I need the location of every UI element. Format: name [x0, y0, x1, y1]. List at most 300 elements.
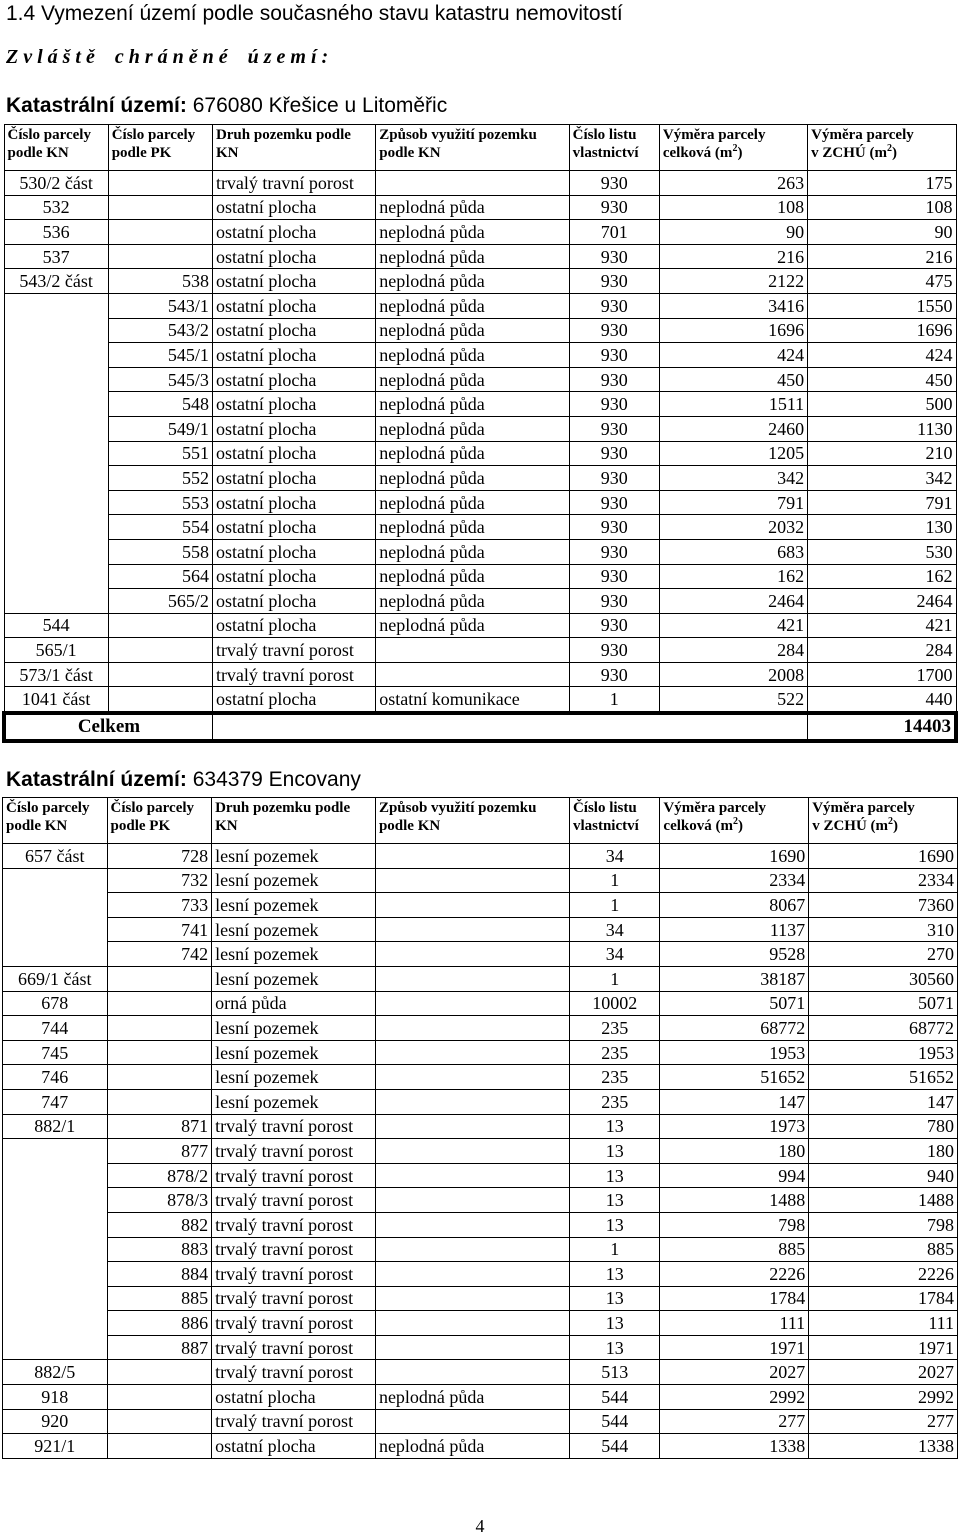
- table-row: [4, 269, 956, 294]
- table-row: [4, 318, 956, 343]
- cell-total-area: 111: [660, 1311, 809, 1336]
- cell-parcel-pk: 564: [108, 564, 212, 589]
- cell-parcel-pk: [108, 687, 212, 713]
- cell-land-type: trvalý travní porost: [212, 1262, 376, 1287]
- table-row: [4, 638, 956, 663]
- cell-parcel-kn: 746: [3, 1065, 108, 1090]
- cell-parcel-kn: [3, 1163, 108, 1188]
- cell-zchu-area: 1700: [808, 662, 956, 687]
- table-row: [3, 1335, 958, 1360]
- cell-land-type: lesní pozemek: [212, 966, 376, 991]
- cell-total-area: 2226: [660, 1262, 809, 1287]
- cell-land-type: ostatní plocha: [212, 589, 375, 614]
- cell-zchu-area: 450: [808, 367, 956, 392]
- cell-parcel-pk: 732: [107, 868, 212, 893]
- cell-land-use: neplodná půda: [376, 490, 569, 515]
- cell-total-area: 1205: [659, 441, 807, 466]
- cell-land-use: neplodná půda: [376, 220, 569, 245]
- header-parcel-kn: Číslo parcely podle KN: [3, 798, 108, 844]
- cell-total-area: 2027: [660, 1360, 809, 1385]
- cell-parcel-kn: [4, 589, 108, 614]
- cadastral-area-name: 676080 Křešice u Litoměřic: [192, 94, 448, 117]
- cell-land-use: [375, 1163, 569, 1188]
- cell-total-area: 108: [659, 195, 807, 220]
- cell-total-area: 51652: [660, 1065, 809, 1090]
- table-row: [4, 490, 956, 515]
- cell-ownership-sheet: 235: [569, 1040, 659, 1065]
- table-row: [3, 917, 958, 942]
- cell-parcel-pk: [107, 1385, 212, 1410]
- cell-parcel-kn: [4, 441, 108, 466]
- cell-parcel-kn: 921/1: [3, 1434, 108, 1459]
- cell-parcel-kn: [3, 1286, 108, 1311]
- cell-zchu-area: 1690: [809, 844, 958, 869]
- total-row: [4, 713, 956, 741]
- cadastral-area-label: Katastrální území:: [6, 94, 187, 117]
- cell-land-use: neplodná půda: [376, 416, 569, 441]
- cell-parcel-pk: 553: [108, 490, 212, 515]
- header-zchu-area-line1: Výměra parcely: [811, 127, 914, 143]
- cell-parcel-kn: [3, 1262, 108, 1287]
- cell-total-area: 147: [660, 1089, 809, 1114]
- cell-zchu-area: 30560: [809, 966, 958, 991]
- cell-land-use: neplodná půda: [376, 343, 569, 368]
- cell-land-use: [376, 662, 569, 687]
- cell-land-type: ostatní plocha: [212, 490, 375, 515]
- cell-land-use: neplodná půda: [376, 195, 569, 220]
- cell-land-type: trvalý travní porost: [212, 638, 375, 663]
- cell-ownership-sheet: 930: [569, 269, 659, 294]
- header-row: [4, 125, 956, 171]
- cell-land-use: [375, 1114, 569, 1139]
- cell-zchu-area: 421: [808, 613, 956, 638]
- cell-parcel-kn: [3, 1188, 108, 1213]
- cell-ownership-sheet: 930: [569, 416, 659, 441]
- cell-land-use: neplodná půda: [376, 564, 569, 589]
- cell-parcel-kn: [3, 1237, 108, 1262]
- cell-zchu-area: 2992: [809, 1385, 958, 1410]
- cell-total-area: 1690: [660, 844, 809, 869]
- cell-zchu-area: 530: [808, 539, 956, 564]
- cell-land-use: [375, 1040, 569, 1065]
- cell-ownership-sheet: 930: [569, 638, 659, 663]
- cell-parcel-pk: 552: [108, 466, 212, 491]
- unit-exponent: 2: [733, 816, 738, 827]
- cell-parcel-kn: 536: [4, 220, 108, 245]
- cell-ownership-sheet: 13: [569, 1262, 659, 1287]
- table-row: [3, 966, 958, 991]
- cell-zchu-area: 284: [808, 638, 956, 663]
- cell-zchu-area: 51652: [809, 1065, 958, 1090]
- cell-parcel-pk: 882: [107, 1212, 212, 1237]
- cell-total-area: 424: [659, 343, 807, 368]
- table-row: [3, 1065, 958, 1090]
- cell-parcel-kn: [4, 515, 108, 540]
- cell-total-area: 1971: [660, 1335, 809, 1360]
- cell-parcel-kn: 882/5: [3, 1360, 108, 1385]
- cell-total-area: 180: [660, 1139, 809, 1164]
- cell-land-type: ostatní plocha: [212, 1434, 376, 1459]
- cell-parcel-pk: [107, 1089, 212, 1114]
- table-row: [3, 1212, 958, 1237]
- cell-ownership-sheet: 1: [569, 966, 659, 991]
- cell-ownership-sheet: 930: [569, 293, 659, 318]
- cell-ownership-sheet: 701: [569, 220, 659, 245]
- section-title: 1.4 Vymezení území podle současného stavu katastru nemovitostí: [6, 2, 623, 25]
- cell-ownership-sheet: 10002: [569, 991, 659, 1016]
- cell-parcel-kn: 544: [4, 613, 108, 638]
- table-row: [4, 564, 956, 589]
- total-spacer: [212, 713, 807, 741]
- cell-total-area: 421: [659, 613, 807, 638]
- cell-parcel-kn: 657 část: [3, 844, 108, 869]
- cell-land-type: trvalý travní porost: [212, 1163, 376, 1188]
- cell-parcel-pk: [108, 244, 212, 269]
- cell-parcel-pk: 884: [107, 1262, 212, 1287]
- cell-land-use: [375, 991, 569, 1016]
- cell-zchu-area: 798: [809, 1212, 958, 1237]
- cell-ownership-sheet: 1: [569, 868, 659, 893]
- cell-parcel-kn: 543/2 část: [4, 269, 108, 294]
- table-row: [4, 687, 956, 713]
- table-row: [4, 244, 956, 269]
- cell-land-use: neplodná půda: [376, 613, 569, 638]
- cell-parcel-kn: 532: [4, 195, 108, 220]
- table-row: [4, 293, 956, 318]
- cell-total-area: 68772: [660, 1016, 809, 1041]
- cell-parcel-pk: 885: [107, 1286, 212, 1311]
- cell-parcel-kn: [3, 1139, 108, 1164]
- cell-parcel-pk: 551: [108, 441, 212, 466]
- cell-ownership-sheet: 1: [569, 1237, 659, 1262]
- cell-ownership-sheet: 930: [569, 589, 659, 614]
- cell-total-area: 994: [660, 1163, 809, 1188]
- parcel-table-1: [2, 124, 958, 743]
- cell-parcel-kn: 920: [3, 1409, 108, 1434]
- cell-land-use: [375, 942, 569, 967]
- cell-land-use: [375, 1409, 569, 1434]
- cell-land-type: trvalý travní porost: [212, 1237, 376, 1262]
- table-row: [3, 1237, 958, 1262]
- cell-land-type: ostatní plocha: [212, 343, 375, 368]
- cell-total-area: 284: [659, 638, 807, 663]
- cell-land-type: lesní pozemek: [212, 1089, 376, 1114]
- cell-ownership-sheet: 13: [569, 1188, 659, 1213]
- cell-ownership-sheet: 930: [569, 171, 659, 196]
- table-row: [3, 1040, 958, 1065]
- cell-zchu-area: 111: [809, 1311, 958, 1336]
- cell-parcel-pk: [107, 966, 212, 991]
- cell-parcel-pk: 548: [108, 392, 212, 417]
- cell-parcel-pk: 545/3: [108, 367, 212, 392]
- cell-parcel-pk: [107, 1409, 212, 1434]
- table-row: [3, 868, 958, 893]
- table-row: [3, 1385, 958, 1410]
- unit-close: ): [737, 145, 743, 161]
- table-row: [3, 1163, 958, 1188]
- cell-zchu-area: 1953: [809, 1040, 958, 1065]
- cell-total-area: 1137: [660, 917, 809, 942]
- header-land-use: Způsob využití pozemku podle KN: [375, 798, 569, 844]
- cell-land-use: [375, 1188, 569, 1213]
- table-row: [3, 991, 958, 1016]
- cell-parcel-kn: [3, 942, 108, 967]
- table-row: [4, 367, 956, 392]
- cell-parcel-kn: 669/1 část: [3, 966, 108, 991]
- cell-zchu-area: 1550: [808, 293, 956, 318]
- cell-ownership-sheet: 930: [569, 392, 659, 417]
- unit-close: ): [738, 818, 743, 834]
- unit-exponent: 2: [886, 143, 892, 154]
- cell-total-area: 2122: [659, 269, 807, 294]
- cell-ownership-sheet: 930: [569, 539, 659, 564]
- cell-parcel-pk: 543/2: [108, 318, 212, 343]
- header-row: [3, 798, 958, 844]
- cell-land-type: trvalý travní porost: [212, 1335, 376, 1360]
- cell-land-type: ostatní plocha: [212, 1385, 376, 1410]
- table-row: [4, 220, 956, 245]
- cell-zchu-area: 885: [809, 1237, 958, 1262]
- cell-zchu-area: 277: [809, 1409, 958, 1434]
- cell-land-use: [375, 1360, 569, 1385]
- cell-total-area: 1973: [660, 1114, 809, 1139]
- cell-land-type: ostatní plocha: [212, 687, 375, 713]
- table-row: [4, 171, 956, 196]
- cell-ownership-sheet: 235: [569, 1089, 659, 1114]
- cell-parcel-kn: 678: [3, 991, 108, 1016]
- cell-ownership-sheet: 930: [569, 441, 659, 466]
- cell-ownership-sheet: 930: [569, 195, 659, 220]
- cell-ownership-sheet: 13: [569, 1311, 659, 1336]
- cell-land-use: neplodná půda: [376, 515, 569, 540]
- cell-parcel-kn: [4, 539, 108, 564]
- cell-ownership-sheet: 544: [569, 1385, 659, 1410]
- cell-land-type: orná půda: [212, 991, 376, 1016]
- page-number: 4: [475, 1516, 485, 1536]
- cell-parcel-kn: 565/1: [4, 638, 108, 663]
- cell-parcel-pk: 878/2: [107, 1163, 212, 1188]
- cell-ownership-sheet: 930: [569, 613, 659, 638]
- table-row: [4, 589, 956, 614]
- cell-land-type: trvalý travní porost: [212, 171, 375, 196]
- cell-parcel-pk: 554: [108, 515, 212, 540]
- cell-parcel-kn: [4, 392, 108, 417]
- cell-total-area: 2464: [659, 589, 807, 614]
- cell-parcel-pk: 886: [107, 1311, 212, 1336]
- cell-ownership-sheet: 930: [569, 367, 659, 392]
- cell-ownership-sheet: 930: [569, 343, 659, 368]
- cell-parcel-pk: 871: [107, 1114, 212, 1139]
- cell-zchu-area: 1696: [808, 318, 956, 343]
- cell-land-type: ostatní plocha: [212, 466, 375, 491]
- table-row: [4, 613, 956, 638]
- header-zchu-area-line2: v ZCHÚ (m: [811, 145, 887, 161]
- cell-ownership-sheet: 13: [569, 1114, 659, 1139]
- cell-ownership-sheet: 930: [569, 318, 659, 343]
- cell-parcel-kn: [4, 466, 108, 491]
- cell-parcel-kn: [4, 318, 108, 343]
- cell-ownership-sheet: 1: [569, 893, 659, 918]
- cell-parcel-kn: 918: [3, 1385, 108, 1410]
- cell-parcel-pk: 543/1: [108, 293, 212, 318]
- header-ownership-sheet: Číslo listu vlastnictví: [569, 798, 659, 844]
- table-row: [3, 1089, 958, 1114]
- cell-parcel-kn: 1041 část: [4, 687, 108, 713]
- cadastral-area-heading-1: [6, 94, 447, 118]
- cell-land-use: neplodná půda: [376, 539, 569, 564]
- cell-parcel-pk: 877: [107, 1139, 212, 1164]
- cell-land-type: lesní pozemek: [212, 868, 376, 893]
- cell-parcel-pk: 565/2: [108, 589, 212, 614]
- cell-land-type: trvalý travní porost: [212, 1212, 376, 1237]
- cell-total-area: 2334: [660, 868, 809, 893]
- cell-ownership-sheet: 13: [569, 1212, 659, 1237]
- subtitle: Z v l á š t ě c h r á n ě n é ú z e m í :: [6, 46, 329, 68]
- cell-land-use: [376, 638, 569, 663]
- cell-land-use: [375, 868, 569, 893]
- cell-zchu-area: 1338: [809, 1434, 958, 1459]
- table-row: [3, 1262, 958, 1287]
- cell-total-area: 3416: [659, 293, 807, 318]
- cell-parcel-pk: 887: [107, 1335, 212, 1360]
- cell-land-type: ostatní plocha: [212, 539, 375, 564]
- cell-land-type: ostatní plocha: [212, 515, 375, 540]
- cell-land-type: ostatní plocha: [212, 367, 375, 392]
- cadastral-area-name: 634379 Encovany: [192, 768, 361, 791]
- cell-parcel-pk: [107, 1016, 212, 1041]
- table-row: [3, 1434, 958, 1459]
- cell-land-type: trvalý travní porost: [212, 1360, 376, 1385]
- cell-land-use: neplodná půda: [375, 1385, 569, 1410]
- cell-parcel-pk: [107, 991, 212, 1016]
- cell-land-type: ostatní plocha: [212, 392, 375, 417]
- cell-ownership-sheet: 34: [569, 844, 659, 869]
- header-total-area-line1: Výměra parcely: [663, 800, 767, 816]
- total-value: 14403: [808, 713, 956, 741]
- cell-total-area: 2460: [659, 416, 807, 441]
- cell-land-type: lesní pozemek: [212, 942, 376, 967]
- cell-ownership-sheet: 930: [569, 564, 659, 589]
- cell-land-use: ostatní komunikace: [376, 687, 569, 713]
- cell-land-type: ostatní plocha: [212, 220, 375, 245]
- cell-zchu-area: 180: [809, 1139, 958, 1164]
- cell-land-type: lesní pozemek: [212, 844, 376, 869]
- cell-land-use: [375, 1262, 569, 1287]
- cell-land-use: [375, 844, 569, 869]
- cell-zchu-area: 1488: [809, 1188, 958, 1213]
- cell-ownership-sheet: 13: [569, 1139, 659, 1164]
- cell-land-type: ostatní plocha: [212, 293, 375, 318]
- header-total-area-line1: Výměra parcely: [662, 127, 766, 143]
- cell-parcel-kn: [4, 343, 108, 368]
- cell-parcel-kn: [4, 293, 108, 318]
- header-total-area-line2: celková (m: [663, 818, 733, 834]
- table-row: [3, 1114, 958, 1139]
- cell-total-area: 1511: [659, 392, 807, 417]
- cell-parcel-kn: [3, 917, 108, 942]
- cell-parcel-pk: [107, 1360, 212, 1385]
- table-row: [3, 1016, 958, 1041]
- cell-ownership-sheet: 513: [569, 1360, 659, 1385]
- cell-land-type: ostatní plocha: [212, 613, 375, 638]
- cell-land-type: trvalý travní porost: [212, 1114, 376, 1139]
- cell-land-use: neplodná půda: [376, 466, 569, 491]
- cell-land-type: trvalý travní porost: [212, 1409, 376, 1434]
- cell-land-use: [375, 1237, 569, 1262]
- cell-land-use: neplodná půda: [376, 293, 569, 318]
- cell-total-area: 162: [659, 564, 807, 589]
- cell-total-area: 522: [659, 687, 807, 713]
- cell-zchu-area: 108: [808, 195, 956, 220]
- cell-parcel-pk: 883: [107, 1237, 212, 1262]
- header-total-area: [659, 125, 807, 171]
- cell-parcel-pk: [108, 613, 212, 638]
- table-row: [3, 1360, 958, 1385]
- table-row: [3, 893, 958, 918]
- cell-zchu-area: 791: [808, 490, 956, 515]
- cell-zchu-area: 2334: [809, 868, 958, 893]
- parcel-table-2: [2, 797, 958, 1459]
- cell-ownership-sheet: 544: [569, 1434, 659, 1459]
- cell-zchu-area: 216: [808, 244, 956, 269]
- table-row: [3, 1409, 958, 1434]
- cell-parcel-pk: 728: [107, 844, 212, 869]
- table-row: [4, 466, 956, 491]
- cell-zchu-area: 2027: [809, 1360, 958, 1385]
- cell-zchu-area: 7360: [809, 893, 958, 918]
- table-row: [3, 844, 958, 869]
- cell-ownership-sheet: 34: [569, 942, 659, 967]
- cell-land-type: ostatní plocha: [212, 269, 375, 294]
- cell-zchu-area: 424: [808, 343, 956, 368]
- cell-zchu-area: 342: [808, 466, 956, 491]
- header-parcel-kn: Číslo parcely podle KN: [4, 125, 108, 171]
- cell-parcel-pk: [107, 1434, 212, 1459]
- cell-land-type: trvalý travní porost: [212, 1286, 376, 1311]
- cell-parcel-pk: 549/1: [108, 416, 212, 441]
- cell-total-area: 2008: [659, 662, 807, 687]
- cell-zchu-area: 270: [809, 942, 958, 967]
- table-row: [4, 392, 956, 417]
- cell-land-use: [375, 1065, 569, 1090]
- cell-ownership-sheet: 544: [569, 1409, 659, 1434]
- cell-total-area: 277: [660, 1409, 809, 1434]
- cell-parcel-pk: [107, 1040, 212, 1065]
- table-row: [4, 662, 956, 687]
- cell-land-type: ostatní plocha: [212, 244, 375, 269]
- cell-total-area: 38187: [660, 966, 809, 991]
- cell-land-type: trvalý travní porost: [212, 662, 375, 687]
- cell-parcel-pk: 741: [107, 917, 212, 942]
- cell-land-type: ostatní plocha: [212, 195, 375, 220]
- cell-parcel-pk: [108, 638, 212, 663]
- header-zchu-area-line2: v ZCHÚ (m: [812, 818, 889, 834]
- cell-total-area: 450: [659, 367, 807, 392]
- cell-land-use: [375, 1286, 569, 1311]
- table-row: [4, 195, 956, 220]
- cell-zchu-area: 500: [808, 392, 956, 417]
- cell-land-use: neplodná půda: [376, 269, 569, 294]
- cell-land-type: ostatní plocha: [212, 441, 375, 466]
- cell-land-use: [375, 966, 569, 991]
- cell-ownership-sheet: 930: [569, 244, 659, 269]
- cell-total-area: 5071: [660, 991, 809, 1016]
- cell-zchu-area: 147: [809, 1089, 958, 1114]
- table-row: [3, 942, 958, 967]
- cell-parcel-kn: [4, 416, 108, 441]
- cell-zchu-area: 1971: [809, 1335, 958, 1360]
- cell-land-use: neplodná půda: [376, 392, 569, 417]
